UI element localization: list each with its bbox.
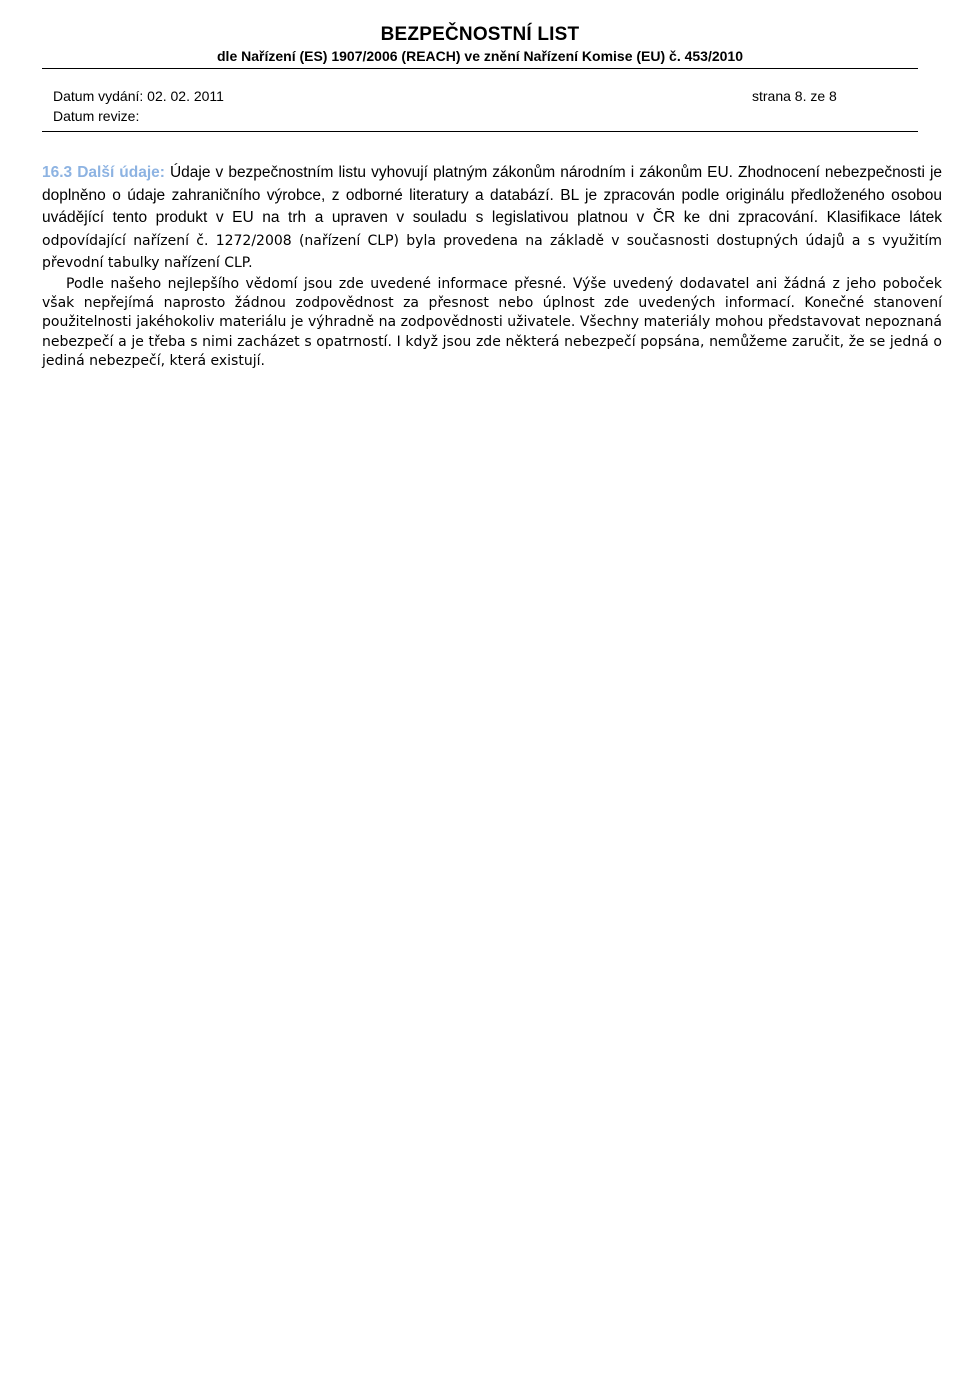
section-title: Další údaje: xyxy=(77,164,165,181)
paragraph-1-text-b: odpovídající nařízení č. xyxy=(42,232,209,249)
revision-date: Datum revize: xyxy=(53,108,140,124)
issue-date: Datum vydání: 02. 02. 2011 xyxy=(53,88,224,104)
document-title: BEZPEČNOSTNÍ LIST xyxy=(380,24,580,45)
section-16-3 xyxy=(42,162,942,372)
section-paragraph-2 xyxy=(42,275,942,372)
document-subtitle: dle Nařízení (ES) 1907/2006 (REACH) ve znění Nařízení Komise (EU) č. 453/2010 xyxy=(217,48,743,64)
section-number: 16.3 xyxy=(42,164,73,181)
header-divider-bottom xyxy=(42,131,918,132)
header-divider-top xyxy=(42,68,918,69)
page-indicator: strana 8. ze 8 xyxy=(752,88,837,104)
paragraph-1-text-a: Údaje v bezpečnostním listu vyhovují platným zákonům národním i zákonům EU. Zhodnocení nebezpečnosti je doplněno o údaje zahraničního výrobce, z odborné literatury a databází. BL je zpracován podle originálu předloženého osobou uvádějící tento produkt v EU na trh a upraven v souladu s legislativou platnou v ČR ke dni zpracování. Klasifikace látek xyxy=(42,164,943,226)
section-paragraph-1 xyxy=(42,162,942,275)
paragraph-1-text-c: 1272/2008 (nařízení CLP) byla provedena na základě v současnosti dostupných údajů a s využitím převodní tabulky nařízení CLP. xyxy=(42,232,943,271)
paragraph-2-text: Podle našeho nejlepšího vědomí jsou zde uvedené informace přesné. Výše uvedený dodavatel ani žádná z jeho poboček však nepřejímá naprosto žádnou zodpovědnost za přesnost nebo úplnost zde uvedených informací. Konečné stanovení použitelnosti jakéhokoliv materiálu je výhradně na zodpovědnosti uživatele. Všechny materiály mohou představovat nepoznaná nebezpečí a je třeba s nimi zacházet s opatrností. I když jsou zde některá nebezpečí popsána, nemůžeme zaručit, že se jedná o jediná nebezpečí, která existují. xyxy=(42,275,942,370)
